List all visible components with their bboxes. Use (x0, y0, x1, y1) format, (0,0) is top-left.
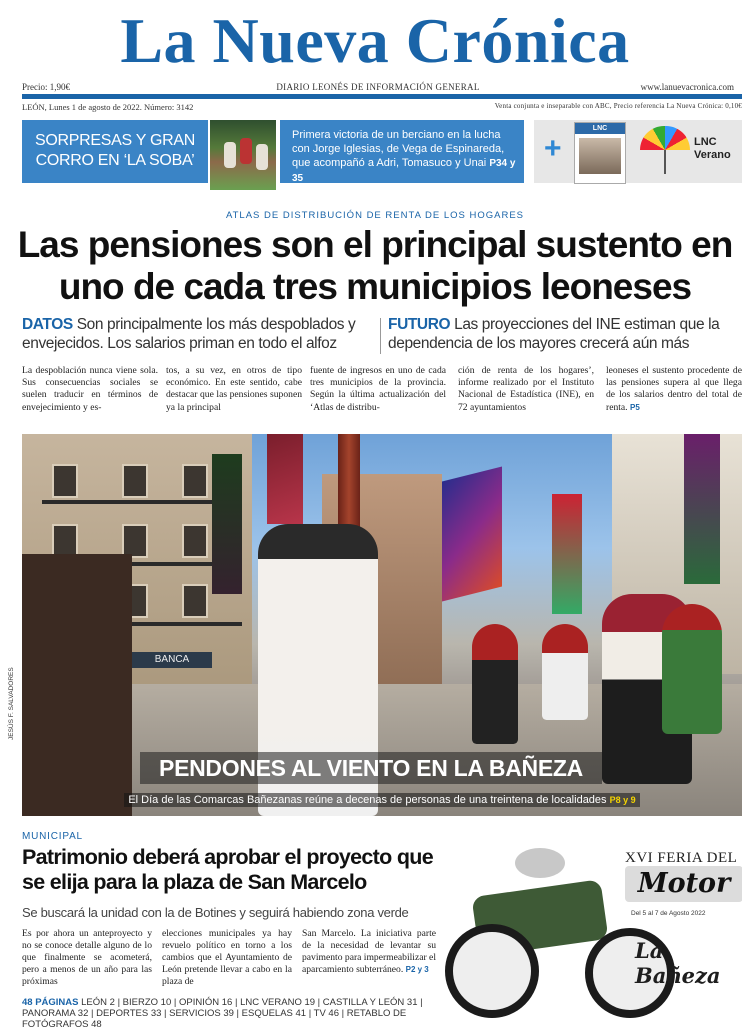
page-count: 48 PÁGINAS (22, 997, 79, 1008)
wrestler-figure (224, 142, 236, 168)
masthead (0, 0, 750, 82)
page-index (22, 997, 436, 1029)
section-label: MUNICIPAL (22, 831, 83, 842)
teaser-victory-ref: P34 y 35 (292, 158, 516, 184)
index-entries: LEÓN 2 | BIERZO 10 | OPINIÓN 16 | LNC VERANO 19 | CASTILLA Y LEÓN 31 | PANORAMA 32 | DEPORTES 33 | SERVICIOS 39 | ESQUELAS 41 | TV 46 | RETABLO DE FOTÓGRAFOS 48 (22, 997, 423, 1029)
motorcycle-wheel (445, 924, 539, 1018)
lnc-verano-label: LNC Verano (694, 136, 731, 161)
magazine-photo (579, 138, 621, 174)
second-page-ref: P2 y 3 (405, 965, 429, 974)
plus-icon: + (544, 132, 562, 165)
feria-motor-ad[interactable] (445, 828, 742, 1022)
ad-edition: XVI FERIA DEL (625, 850, 738, 866)
masthead-divider (22, 94, 742, 99)
futuro-text: Las proyecciones del INE estiman que la dependencia de los mayores crecerá aún más (388, 316, 720, 352)
umbrella-pole (664, 150, 666, 174)
lead-page-ref: P5 (629, 402, 640, 412)
subhead-datos (22, 315, 380, 353)
dateline-row (22, 100, 742, 114)
newspaper-title[interactable]: La Nueva Crónica (120, 5, 630, 76)
magazine-label: LNC (575, 123, 625, 134)
teaser-photo-wrestling[interactable] (210, 120, 276, 190)
pendon-flag (442, 467, 502, 602)
teaser-victory-text: Primera victoria de un berciano en la lucha con Jorge Iglesias, de Vega de Espinareda, que acompañó a Adri, Tomasuco y Unai (292, 129, 505, 169)
teaser-victory[interactable] (280, 120, 524, 183)
pendon-flag (212, 454, 242, 594)
photo-page-ref: P8 y 9 (609, 795, 636, 805)
window (52, 524, 78, 558)
ad-city: La Bañeza (635, 938, 721, 988)
lead-kicker: ATLAS DE DISTRIBUCIÓN DE RENTA DE LOS HOGARES (225, 210, 525, 221)
second-body-col-1: Es por ahora un anteproyecto y no se conoce detalle alguno de lo que finalmente se acometerá, pero a menos de un año para las próximas (22, 928, 152, 987)
second-subhead: Se buscará la unidad con la de Botines y seguirá habiendo zona verde (22, 905, 409, 920)
foreground-figure (22, 554, 132, 816)
window (182, 584, 208, 618)
bundle-note: Venta conjunta e inseparable con ABC, Precio referencia La Nueva Crónica: 0,10€ (494, 102, 742, 110)
dateline: LEÓN, Lunes 1 de agosto de 2022. Número: 3142 (22, 102, 194, 112)
teaser-soba[interactable]: SORPRESAS Y GRAN CORRO EN ‘LA SOBA’ (22, 120, 208, 183)
bank-sign: BANCA (132, 652, 212, 668)
website-link[interactable]: www.lanuevacronica.com (640, 82, 734, 92)
subhead-futuro (388, 315, 744, 353)
photo-credit: JESÚS F. SALVADORES (8, 667, 15, 740)
second-body-col-3-text: San Marcelo. La iniciativa parte de la necesidad de levantar su pavimento para impermeabilizar el aparcamiento subterráneo. (302, 928, 436, 975)
lead-headline[interactable]: Las pensiones son el principal sustento en uno de cada tres municipios leoneses (17, 224, 733, 307)
umbrella-icon (640, 126, 690, 150)
magazine-cover-thumbnail (574, 122, 626, 184)
wrestler-figure (240, 138, 252, 164)
tagline: DIARIO LEONÉS DE INFORMACIÓN GENERAL (276, 82, 480, 92)
price: Precio: 1,90€ (22, 82, 70, 92)
pendon-flag (267, 434, 303, 524)
window (122, 524, 148, 558)
photo-caption-text: El Día de las Comarcas Bañezanas reúne a decenas de personas de una treintena de localidades (128, 794, 607, 806)
dancer (542, 624, 588, 720)
pendon-flag (684, 434, 720, 584)
lead-body-col-1: La despoblación nunca viene sola. Sus consecuencias sociales se suelen traducir en términos de envejecimiento y es- (22, 365, 158, 413)
lead-body-col-2: tos, a su vez, en otros de tipo económico. En este sentido, cabe destacar que las pensiones suponen ya la principal (166, 365, 302, 413)
photo-caption (22, 790, 742, 810)
datos-label: DATOS (22, 316, 73, 333)
wrestler-figure (256, 144, 268, 170)
second-body-col-2: elecciones municipales ya hay revuelo político en torno a los cambios que el Ayuntamiento de León pretende llevar a cabo en la plaza de (162, 928, 292, 987)
dancer (472, 624, 518, 744)
motorcycle-headlamp (515, 848, 565, 878)
ad-title: Motor (625, 866, 742, 902)
dancer (662, 604, 722, 734)
pendon-flag (552, 494, 582, 614)
window (122, 464, 148, 498)
lead-body-col-4: ción de renta de los hogares’, informe realizado por el Instituto Nacional de Estadística (INE), en 72 ayuntamientos (458, 365, 594, 413)
lead-body-col-3: fuente de ingresos en uno de cada tres municipios de la provincia. Según la última actualización del ‘Atlas de distribu- (310, 365, 446, 413)
column-divider (380, 318, 381, 354)
teaser-lnc-verano[interactable] (534, 120, 742, 183)
window (182, 524, 208, 558)
ad-dates: Del 5 al 7 de Agosto 2022 (631, 910, 706, 917)
futuro-label: FUTURO (388, 316, 451, 333)
window (182, 464, 208, 498)
second-body-col-3 (302, 928, 436, 976)
window (52, 464, 78, 498)
datos-text: Son principalmente los más despoblados y envejecidos. Los salarios priman en todo el alfoz (22, 316, 356, 352)
second-headline[interactable]: Patrimonio deberá aprobar el proyecto que se elija para la plaza de San Marcelo (22, 845, 433, 894)
lead-body-col-5-text: leoneses el sustento procedente de las pensiones supera al que llega de los salarios dentro del total de renta. (606, 365, 742, 413)
photo-title: PENDONES AL VIENTO EN LA BAÑEZA (140, 752, 602, 784)
lead-body-col-5 (606, 365, 742, 414)
